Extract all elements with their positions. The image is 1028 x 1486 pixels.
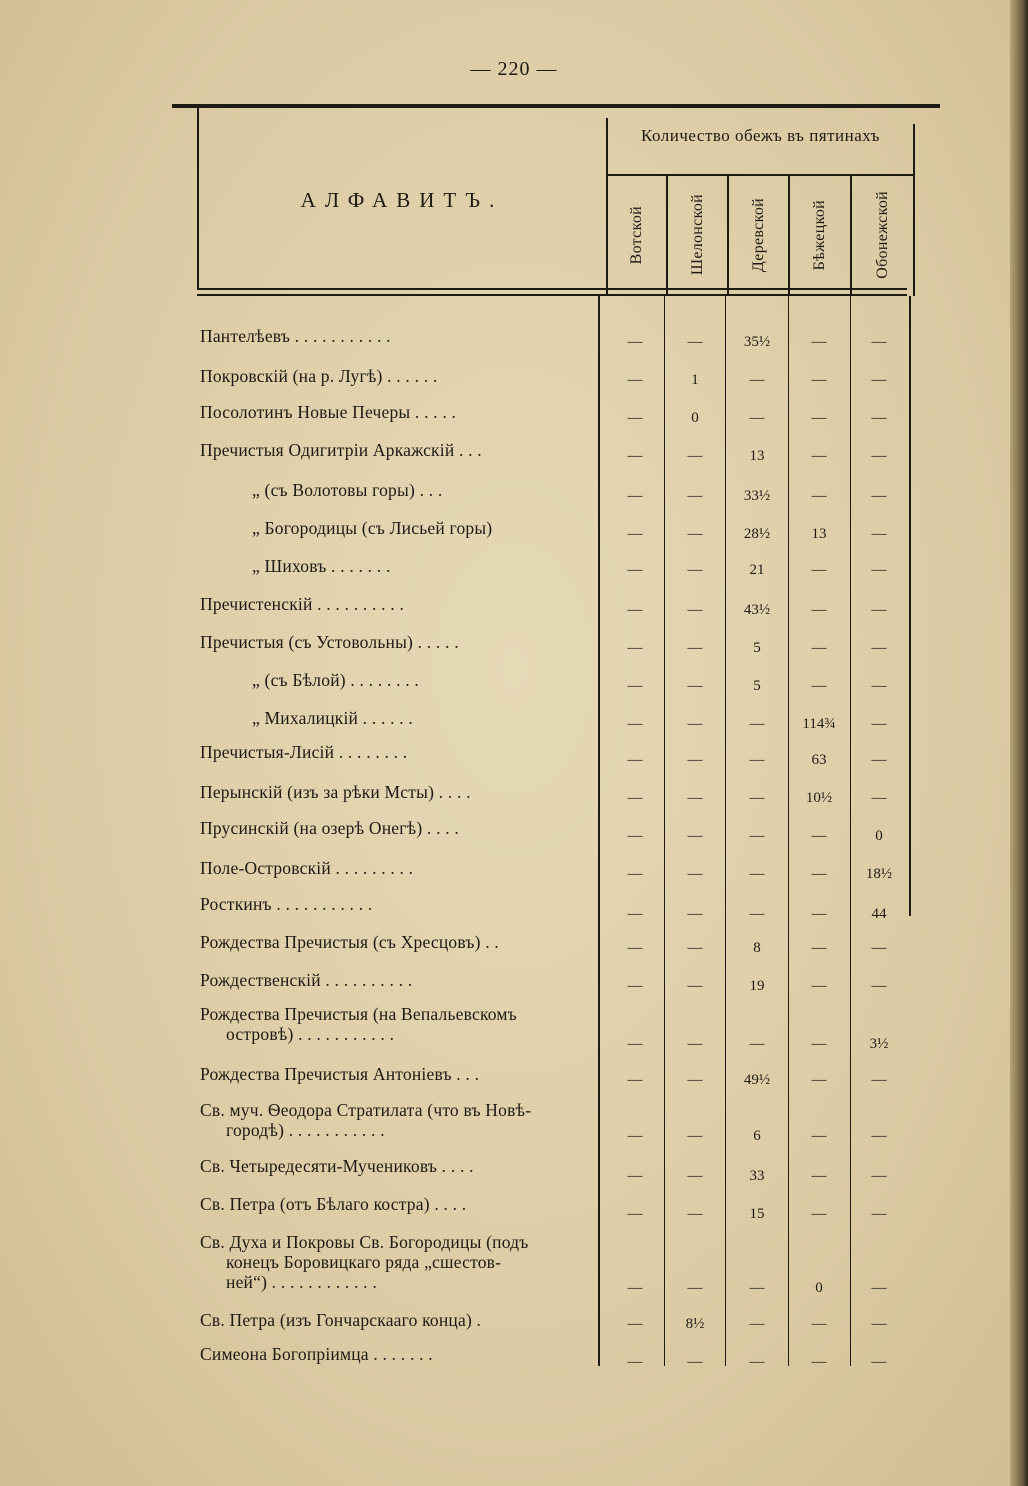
table-cell: 8 [753,940,761,956]
table-cell: — [749,716,765,732]
table-cell: 10½ [805,790,833,806]
col-header-obonezhskoy: Обонежской [873,191,891,279]
table-cell: — [627,866,643,882]
page-number: — 220 — [470,58,558,80]
table-cell: — [871,562,887,578]
col-header-votskoy: Вотской [628,205,645,265]
table-cell: — [627,1354,643,1370]
table-cell: 63 [811,752,827,768]
table-cell: — [687,978,703,994]
row-label-continuation: ней“) . . . . . . . . . . . . [226,1272,377,1292]
table-cell: — [871,372,887,388]
group-underline [606,174,914,176]
table-cell: — [627,752,643,768]
table-cell: — [811,1168,827,1184]
table-cell: 5 [753,640,761,656]
table-cell: 49½ [743,1072,771,1088]
table-cell: — [687,448,703,464]
table-cell: — [687,940,703,956]
table-cell: — [627,1072,643,1088]
row-label-continuation: городѣ) . . . . . . . . . . . [226,1120,385,1140]
table-cell: — [871,1168,887,1184]
table-cell: — [749,906,765,922]
table-cell: — [871,640,887,656]
table-cell: — [749,1036,765,1052]
table-cell: — [627,906,643,922]
table-cell: — [749,1316,765,1332]
alphabet-title: АЛФАВИТЪ. [300,188,504,212]
row-label: „ Михалицкій . . . . . . [252,708,414,728]
table-cell: — [871,1354,887,1370]
table-cell: 33½ [743,488,771,504]
table-cell: — [811,562,827,578]
table-cell: 5 [753,678,761,694]
table-cell: — [749,866,765,882]
table-cell: — [687,716,703,732]
table-cell: — [811,1072,827,1088]
row-label: Симеона Богопріимца . . . . . . . [200,1344,433,1364]
table-cell: — [871,1316,887,1332]
row-label: Рождества Пречистыя (съ Хресцовъ) . . [200,932,499,952]
table-cell: — [871,978,887,994]
row-label-continuation: островѣ) . . . . . . . . . . . [226,1024,395,1044]
row-label: Рождества Пречистыя (на Вепальевскомъ [200,1004,517,1024]
table-cell: — [811,978,827,994]
row-label: „ (съ Бѣлой) . . . . . . . . [252,670,419,690]
row-label: Св. Четыредесяти-Мучениковъ . . . . [200,1156,474,1176]
table-cell: — [687,526,703,542]
table-cell: — [811,448,827,464]
table-cell: — [811,866,827,882]
table-cell: — [627,1316,643,1332]
table-cell: — [811,1316,827,1332]
table-cell: — [811,1036,827,1052]
row-label: Росткинъ . . . . . . . . . . . [200,894,373,914]
table-cell: — [627,410,643,426]
row-label: Пречистыя (съ Устовольны) . . . . . [200,632,459,652]
table-cell: — [627,562,643,578]
table-cell: — [871,678,887,694]
table-cell: 114¾ [802,716,836,732]
table-cell: — [687,488,703,504]
table-cell: — [627,526,643,542]
group-title: Количество обежъ въ пятинахъ [641,126,880,145]
table-cell: — [627,790,643,806]
table-cell: — [627,678,643,694]
row-label: Поле-Островскій . . . . . . . . . [200,858,414,878]
table-cell: — [811,678,827,694]
table-cell: — [687,678,703,694]
table-cell: — [811,906,827,922]
table-cell: — [749,752,765,768]
table-cell: — [627,1036,643,1052]
table-cell: 19 [749,978,765,994]
row-label: Покровскій (на р. Лугѣ) . . . . . . [200,366,438,386]
table-cell: — [627,372,643,388]
table-cell: — [687,752,703,768]
table-cell: — [811,640,827,656]
row-label: Рождественскій . . . . . . . . . . [200,970,413,990]
table-cell: 35½ [743,334,771,350]
table-cell: — [871,334,887,350]
table-cell: 1 [691,372,699,388]
table-cell: — [687,906,703,922]
row-label: Рождества Пречистыя Антоніевъ . . . [200,1064,480,1084]
table-cell: — [811,410,827,426]
body-sep-2 [725,296,726,1366]
row-label: Посолотинъ Новые Печеры . . . . . [200,402,457,422]
table-cell: 21 [749,562,765,578]
header-right-border [913,124,915,296]
top-rule [172,104,940,108]
table-cell: — [687,1128,703,1144]
table-cell: — [871,602,887,618]
table-cell: 18½ [865,866,893,882]
table-cell: — [749,410,765,426]
row-label: Пречистыя-Лисій . . . . . . . . [200,742,408,762]
table-cell: — [687,1168,703,1184]
row-label: Св. Петра (изъ Гончарскааго конца) . [200,1310,482,1330]
table-cell: — [627,828,643,844]
row-label: Пречистенскій . . . . . . . . . . [200,594,405,614]
col-header-shelonskoy: Шелонской [688,194,706,276]
table-cell: — [871,410,887,426]
table-cell: — [811,1128,827,1144]
table-cell: 15 [749,1206,765,1222]
col-header-bezhetskoy: Бѣжецкой [811,199,828,271]
table-cell: — [627,1280,643,1296]
table-cell: — [687,790,703,806]
table-cell: — [687,866,703,882]
table-cell: — [749,1354,765,1370]
table-cell: — [811,372,827,388]
table-cell: — [871,1206,887,1222]
table-cell: 43½ [743,602,771,618]
table-cell: 33 [749,1168,765,1184]
row-label: Пантелѣевъ . . . . . . . . . . . [200,326,391,346]
table-cell: — [627,940,643,956]
table-cell: — [749,790,765,806]
table-cell: 3½ [869,1036,889,1052]
table-cell: — [627,1128,643,1144]
table-cell: — [687,828,703,844]
table-cell: — [627,1168,643,1184]
body-right-border [909,296,911,916]
table-cell: 0 [875,828,883,844]
table-cell: — [687,562,703,578]
table-cell: — [871,1128,887,1144]
table-cell: — [811,940,827,956]
table-cell: — [687,1206,703,1222]
table-cell: — [871,716,887,732]
table-cell: — [749,828,765,844]
table-cell: — [811,488,827,504]
row-label: „ (съ Волотовы горы) . . . [252,480,443,500]
table-cell: — [627,334,643,350]
table-cell: — [811,1354,827,1370]
table-cell: 0 [815,1280,823,1296]
row-label: „ Шиховъ . . . . . . . [252,556,391,576]
table-cell: 0 [691,410,699,426]
row-label: Перынскій (изъ за рѣки Мсты) . . . . [200,782,471,802]
table-cell: 13 [749,448,765,464]
row-label-continuation: конецъ Боровицкаго ряда „сшестов- [226,1252,502,1272]
table-cell: — [687,1072,703,1088]
body-divider [598,296,600,1366]
table-cell: — [627,488,643,504]
table-cell: — [811,602,827,618]
table-cell: — [871,940,887,956]
table-cell: — [811,1206,827,1222]
row-label: „ Богородицы (съ Лисьей горы) [252,518,493,538]
table-cell: — [811,828,827,844]
table-cell: — [687,640,703,656]
table-cell: — [627,1206,643,1222]
table-cell: — [871,448,887,464]
table-cell: — [687,1280,703,1296]
table-cell: — [687,1036,703,1052]
row-label: Прусинскій (на озерѣ Онегѣ) . . . . [200,818,459,838]
table-cell: — [687,334,703,350]
table-cell: — [627,716,643,732]
col-header-derevskoy: Деревской [749,197,767,273]
table-cell: 44 [871,906,887,922]
table-cell: — [871,526,887,542]
table-cell: — [871,1280,887,1296]
table-cell: 6 [753,1128,761,1144]
row-label: Св. Петра (отъ Бѣлаго костра) . . . . [200,1194,467,1214]
table-cell: — [627,978,643,994]
row-label: Св. Духа и Покровы Св. Богородицы (подъ [200,1232,529,1252]
row-label: Св. муч. Ѳеодора Стратилата (что въ Новѣ- [200,1100,532,1120]
table-cell: — [749,1280,765,1296]
table-cell: — [871,752,887,768]
page-edge [1010,0,1028,1486]
table-cell: — [811,334,827,350]
table-cell: — [627,640,643,656]
table-cell: 8½ [685,1316,705,1332]
table-cell: — [871,1072,887,1088]
table-cell: — [871,790,887,806]
header-bottom-rule-2 [197,294,907,296]
table-cell: 28½ [743,526,771,542]
table-cell: — [627,448,643,464]
table-cell: 13 [811,526,827,542]
table-cell: — [687,1354,703,1370]
table-cell: — [687,602,703,618]
table-cell: — [871,488,887,504]
table-cell: — [749,372,765,388]
row-label: Пречистыя Одигитріи Аркажскій . . . [200,440,482,460]
table-cell: — [627,602,643,618]
